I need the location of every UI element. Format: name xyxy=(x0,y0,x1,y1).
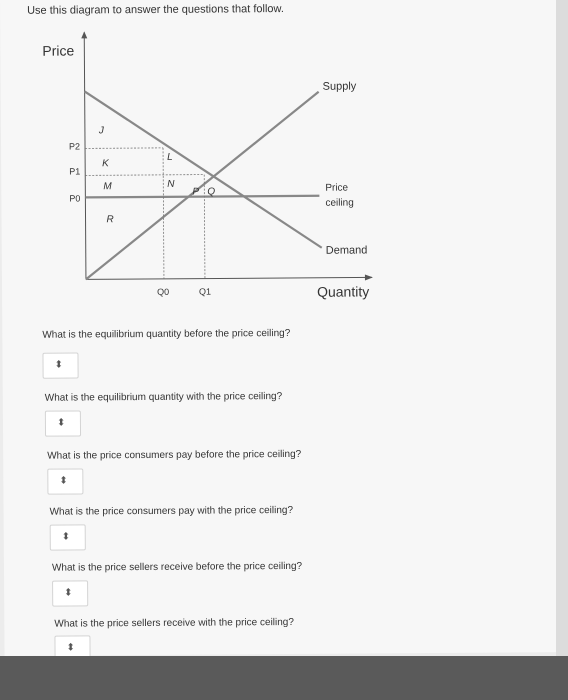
quantity-tick-q0: Q0 xyxy=(157,286,170,297)
question-3-dropdown[interactable] xyxy=(47,468,83,494)
question-1-text: What is the equilibrium quantity before the price ceiling? xyxy=(42,327,291,341)
up-down-caret-icon: ⬍ xyxy=(54,359,63,371)
price-tick-p2: P2 xyxy=(68,141,81,152)
y-axis-arrow xyxy=(81,31,87,38)
question-2-dropdown[interactable] xyxy=(45,410,81,436)
region-label-r: R xyxy=(106,214,114,226)
background-bottom xyxy=(0,656,568,700)
supply-label: Supply xyxy=(322,80,357,93)
supply-curve xyxy=(85,92,320,280)
up-down-caret-icon: ⬍ xyxy=(61,531,71,543)
question-2-text: What is the equilibrium quantity with the price ceiling? xyxy=(44,391,283,404)
quantity-tick-q1: Q1 xyxy=(199,286,212,297)
up-down-caret-icon: ⬍ xyxy=(64,587,73,599)
p2-guide-line xyxy=(85,148,163,149)
background-edge xyxy=(556,0,568,700)
x-axis-arrow xyxy=(365,274,373,280)
price-ceiling-label-2: ceiling xyxy=(325,197,354,209)
y-axis-label: Price xyxy=(42,42,75,59)
demand-curve xyxy=(85,90,322,250)
question-5-text: What is the price sellers receive before the price ceiling? xyxy=(51,560,303,574)
question-6-text: What is the price sellers receive with the price ceiling? xyxy=(54,616,294,630)
region-label-k: K xyxy=(102,158,109,170)
y-axis xyxy=(84,32,86,279)
region-label-j: J xyxy=(98,125,104,137)
question-3-text: What is the price consumers pay before the price ceiling? xyxy=(47,448,302,462)
p1-guide-line xyxy=(85,175,204,176)
intro-text: Use this diagram to answer the questions that follow. xyxy=(27,3,284,17)
region-label-p: P xyxy=(192,186,200,198)
region-label-n: N xyxy=(167,178,175,190)
up-down-caret-icon: ⬍ xyxy=(66,642,75,654)
price-ceiling-label-1: Price xyxy=(325,182,349,194)
up-down-caret-icon: ⬍ xyxy=(59,475,68,487)
price-ceiling-line xyxy=(85,196,319,198)
region-label-m: M xyxy=(103,181,112,193)
question-1-dropdown[interactable] xyxy=(42,352,78,378)
x-axis xyxy=(86,277,372,279)
region-label-q: Q xyxy=(207,186,216,198)
up-down-caret-icon: ⬍ xyxy=(56,417,66,429)
price-tick-p1: P1 xyxy=(69,166,81,177)
question-4-text: What is the price consumers pay with the price ceiling? xyxy=(49,504,294,518)
x-axis-label: Quantity xyxy=(316,283,370,300)
price-tick-p0: P0 xyxy=(69,193,81,204)
question-4-dropdown[interactable] xyxy=(50,524,86,550)
q1-guide-line xyxy=(204,175,205,279)
demand-label: Demand xyxy=(325,244,368,257)
question-5-dropdown[interactable] xyxy=(52,580,88,606)
q0-guide-line xyxy=(163,148,164,279)
region-label-l: L xyxy=(167,151,173,163)
supply-demand-diagram xyxy=(30,27,392,315)
